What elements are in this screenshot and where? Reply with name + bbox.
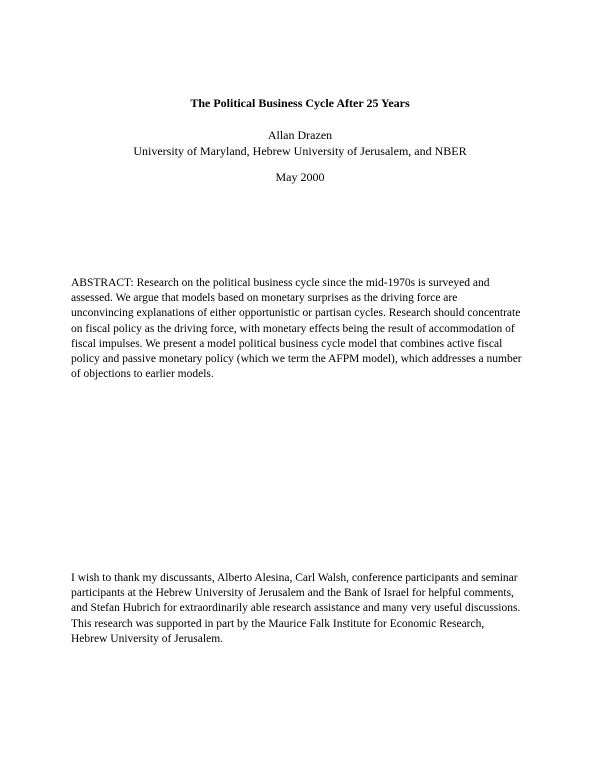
acknowledgment-line: participants at the Hebrew University of Jerusalem and the Bank of Israel for helpful comments, xyxy=(71,587,514,600)
acknowledgment-line: This research was supported in part by the Maurice Falk Institute for Economic Research, xyxy=(71,617,485,630)
abstract-line: ABSTRACT: Research on the political business cycle since the mid-1970s is surveyed and xyxy=(71,277,490,289)
abstract-line: policy and passive monetary policy (which we term the AFPM model), which addresses a number xyxy=(71,353,522,366)
author-affiliation: University of Maryland, Hebrew University of Jerusalem, and NBER xyxy=(133,144,467,158)
abstract-line: on fiscal policy as the driving force, with monetary effects being the result of accommodation of xyxy=(71,322,515,335)
acknowledgment-line: I wish to thank my discussants, Alberto Alesina, Carl Walsh, conference participants and seminar xyxy=(71,572,518,584)
acknowledgment-line: Hebrew University of Jerusalem. xyxy=(71,632,224,645)
abstract-line: assessed. We argue that models based on monetary surprises as the driving force are xyxy=(71,292,458,305)
acknowledgment-line: and Stefan Hubrich for extraordinarily able research assistance and many very useful discussions. xyxy=(71,602,521,615)
acknowledgment-paragraph xyxy=(71,571,541,647)
author-name: Allan Drazen xyxy=(267,128,333,142)
author-block xyxy=(0,127,600,159)
abstract-line: unconvincing explanations of either opportunistic or partisan cycles. Research should concentrate xyxy=(71,307,521,320)
abstract-line: fiscal impulses. We present a model political business cycle model that combines active fiscal xyxy=(71,337,503,350)
abstract-paragraph xyxy=(71,276,541,382)
paper-title: The Political Business Cycle After 25 Years xyxy=(190,96,410,110)
abstract-line: of objections to earlier models. xyxy=(71,368,214,381)
paper-date: May 2000 xyxy=(275,170,325,184)
